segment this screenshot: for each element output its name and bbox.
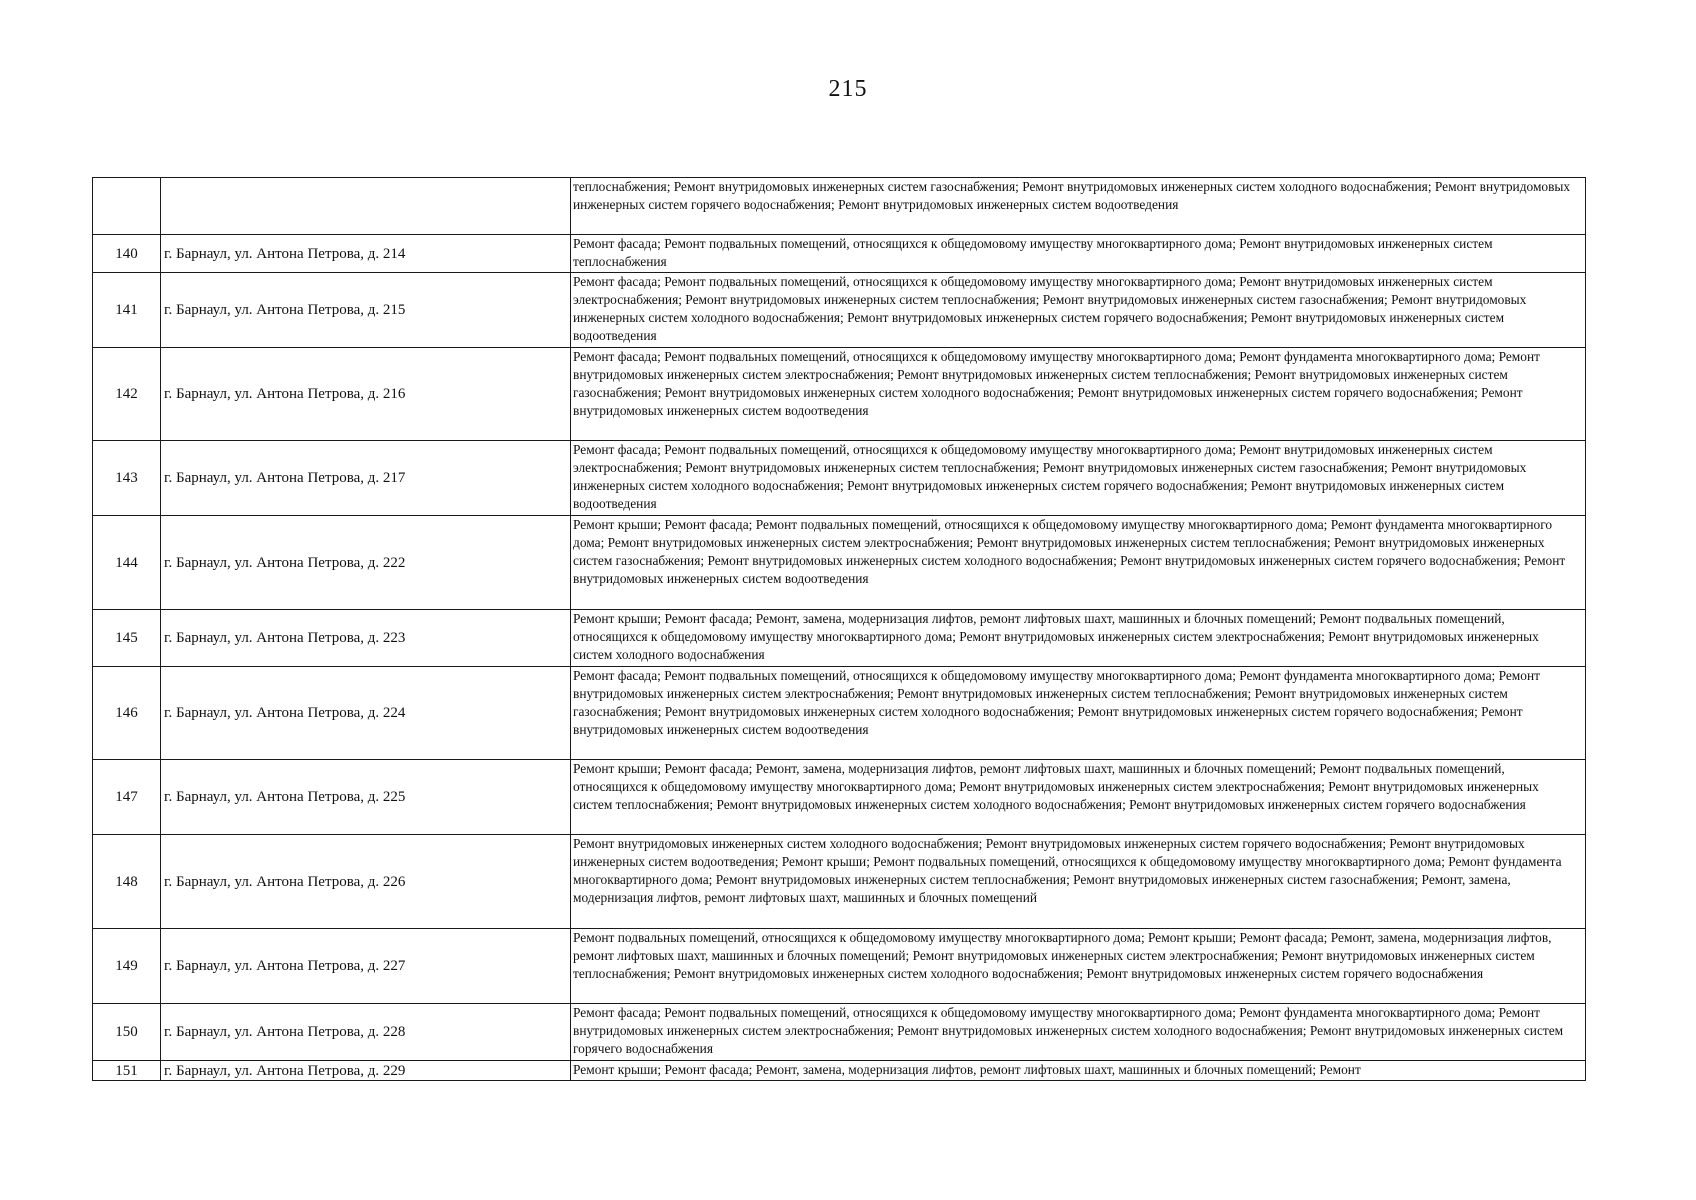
row-number: 141 bbox=[93, 273, 161, 348]
row-works: Ремонт крыши; Ремонт фасада; Ремонт, замена, модернизация лифтов, ремонт лифтовых шахт, машинных и блочных помещений; Ремонт bbox=[571, 1061, 1586, 1081]
row-number: 140 bbox=[93, 235, 161, 273]
row-address: г. Барнаул, ул. Антона Петрова, д. 227 bbox=[161, 929, 571, 1004]
row-address: г. Барнаул, ул. Антона Петрова, д. 226 bbox=[161, 835, 571, 929]
repairs-table bbox=[92, 177, 1586, 1081]
row-address: г. Барнаул, ул. Антона Петрова, д. 224 bbox=[161, 667, 571, 760]
row-number: 145 bbox=[93, 610, 161, 667]
table-row bbox=[93, 1061, 1586, 1081]
table-row bbox=[93, 516, 1586, 610]
row-works: Ремонт фасада; Ремонт подвальных помещений, относящихся к общедомовому имуществу многоквартирного дома; Ремонт фундамента многоквартирного дома; Ремонт внутридомовых инженерных систем электроснабжения; Ремонт внутридомовых инженерных систем теплоснабжения; Ремонт внутридомовых инженерных систем газоснабжения; Ремонт внутридомовых инженерных систем холодного водоснабжения; Ремонт внутридомовых инженерных систем горячего водоснабжения; Ремонт внутридомовых инженерных систем водоотведения bbox=[571, 348, 1586, 441]
row-works: Ремонт фасада; Ремонт подвальных помещений, относящихся к общедомовому имуществу многоквартирного дома; Ремонт внутридомовых инженерных систем электроснабжения; Ремонт внутридомовых инженерных систем теплоснабжения; Ремонт внутридомовых инженерных систем газоснабжения; Ремонт внутридомовых инженерных систем холодного водоснабжения; Ремонт внутридомовых инженерных систем горячего водоснабжения; Ремонт внутридомовых инженерных систем водоотведения bbox=[571, 273, 1586, 348]
row-number: 149 bbox=[93, 929, 161, 1004]
table-row bbox=[93, 667, 1586, 760]
row-address: г. Барнаул, ул. Антона Петрова, д. 214 bbox=[161, 235, 571, 273]
table-row bbox=[93, 273, 1586, 348]
row-number: 150 bbox=[93, 1004, 161, 1061]
table-row bbox=[93, 929, 1586, 1004]
row-number: 143 bbox=[93, 441, 161, 516]
row-number: 148 bbox=[93, 835, 161, 929]
row-number: 151 bbox=[93, 1061, 161, 1081]
table-row bbox=[93, 835, 1586, 929]
row-works: Ремонт фасада; Ремонт подвальных помещений, относящихся к общедомовому имуществу многоквартирного дома; Ремонт фундамента многоквартирного дома; Ремонт внутридомовых инженерных систем электроснабжения; Ремонт внутридомовых инженерных систем холодного водоснабжения; Ремонт внутридомовых инженерных систем горячего водоснабжения bbox=[571, 1004, 1586, 1061]
row-address: г. Барнаул, ул. Антона Петрова, д. 215 bbox=[161, 273, 571, 348]
row-works: Ремонт крыши; Ремонт фасада; Ремонт, замена, модернизация лифтов, ремонт лифтовых шахт, машинных и блочных помещений; Ремонт подвальных помещений, относящихся к общедомовому имуществу многоквартирного дома; Ремонт внутридомовых инженерных систем электроснабжения; Ремонт внутридомовых инженерных систем теплоснабжения; Ремонт внутридомовых инженерных систем холодного водоснабжения; Ремонт внутридомовых инженерных систем горячего водоснабжения bbox=[571, 760, 1586, 835]
row-address: г. Барнаул, ул. Антона Петрова, д. 216 bbox=[161, 348, 571, 441]
row-works: Ремонт фасада; Ремонт подвальных помещений, относящихся к общедомовому имуществу многоквартирного дома; Ремонт фундамента многоквартирного дома; Ремонт внутридомовых инженерных систем электроснабжения; Ремонт внутридомовых инженерных систем теплоснабжения; Ремонт внутридомовых инженерных систем газоснабжения; Ремонт внутридомовых инженерных систем холодного водоснабжения; Ремонт внутридомовых инженерных систем горячего водоснабжения; Ремонт внутридомовых инженерных систем водоотведения bbox=[571, 667, 1586, 760]
row-number: 144 bbox=[93, 516, 161, 610]
table-row bbox=[93, 760, 1586, 835]
row-works: Ремонт крыши; Ремонт фасада; Ремонт подвальных помещений, относящихся к общедомовому имуществу многоквартирного дома; Ремонт фундамента многоквартирного дома; Ремонт внутридомовых инженерных систем электроснабжения; Ремонт внутридомовых инженерных систем теплоснабжения; Ремонт внутридомовых инженерных систем газоснабжения; Ремонт внутридомовых инженерных систем холодного водоснабжения; Ремонт внутридомовых инженерных систем горячего водоснабжения; Ремонт внутридомовых инженерных систем водоотведения bbox=[571, 516, 1586, 610]
row-works: теплоснабжения; Ремонт внутридомовых инженерных систем газоснабжения; Ремонт внутридомовых инженерных систем холодного водоснабжения; Ремонт внутридомовых инженерных систем горячего водоснабжения; Ремонт внутридомовых инженерных систем водоотведения bbox=[571, 178, 1586, 235]
row-number bbox=[93, 178, 161, 235]
row-works: Ремонт внутридомовых инженерных систем холодного водоснабжения; Ремонт внутридомовых инженерных систем горячего водоснабжения; Ремонт внутридомовых инженерных систем водоотведения; Ремонт крыши; Ремонт подвальных помещений, относящихся к общедомовому имуществу многоквартирного дома; Ремонт фундамента многоквартирного дома; Ремонт внутридомовых инженерных систем теплоснабжения; Ремонт внутридомовых инженерных систем газоснабжения; Ремонт, замена, модернизация лифтов, ремонт лифтовых шахт, машинных и блочных помещений bbox=[571, 835, 1586, 929]
page-number: 215 bbox=[828, 76, 868, 102]
row-works: Ремонт фасада; Ремонт подвальных помещений, относящихся к общедомовому имуществу многоквартирного дома; Ремонт внутридомовых инженерных систем электроснабжения; Ремонт внутридомовых инженерных систем теплоснабжения; Ремонт внутридомовых инженерных систем газоснабжения; Ремонт внутридомовых инженерных систем холодного водоснабжения; Ремонт внутридомовых инженерных систем горячего водоснабжения; Ремонт внутридомовых инженерных систем водоотведения bbox=[571, 441, 1586, 516]
table-row bbox=[93, 1004, 1586, 1061]
row-address bbox=[161, 178, 571, 235]
row-number: 146 bbox=[93, 667, 161, 760]
row-works: Ремонт подвальных помещений, относящихся к общедомовому имуществу многоквартирного дома; Ремонт крыши; Ремонт фасада; Ремонт, замена, модернизация лифтов, ремонт лифтовых шахт, машинных и блочных помещений; Ремонт внутридомовых инженерных систем электроснабжения; Ремонт внутридомовых инженерных систем теплоснабжения; Ремонт внутридомовых инженерных систем холодного водоснабжения; Ремонт внутридомовых инженерных систем горячего водоснабжения bbox=[571, 929, 1586, 1004]
table-row bbox=[93, 441, 1586, 516]
row-address: г. Барнаул, ул. Антона Петрова, д. 229 bbox=[161, 1061, 571, 1081]
row-address: г. Барнаул, ул. Антона Петрова, д. 225 bbox=[161, 760, 571, 835]
table-row bbox=[93, 348, 1586, 441]
row-address: г. Барнаул, ул. Антона Петрова, д. 223 bbox=[161, 610, 571, 667]
row-address: г. Барнаул, ул. Антона Петрова, д. 217 bbox=[161, 441, 571, 516]
row-works: Ремонт фасада; Ремонт подвальных помещений, относящихся к общедомовому имуществу многоквартирного дома; Ремонт внутридомовых инженерных систем теплоснабжения bbox=[571, 235, 1586, 273]
table-row bbox=[93, 178, 1586, 235]
row-number: 142 bbox=[93, 348, 161, 441]
row-works: Ремонт крыши; Ремонт фасада; Ремонт, замена, модернизация лифтов, ремонт лифтовых шахт, машинных и блочных помещений; Ремонт подвальных помещений, относящихся к общедомовому имуществу многоквартирного дома; Ремонт внутридомовых инженерных систем электроснабжения; Ремонт внутридомовых инженерных систем холодного водоснабжения bbox=[571, 610, 1586, 667]
table-row bbox=[93, 235, 1586, 273]
row-address: г. Барнаул, ул. Антона Петрова, д. 228 bbox=[161, 1004, 571, 1061]
row-number: 147 bbox=[93, 760, 161, 835]
table-row bbox=[93, 610, 1586, 667]
row-address: г. Барнаул, ул. Антона Петрова, д. 222 bbox=[161, 516, 571, 610]
